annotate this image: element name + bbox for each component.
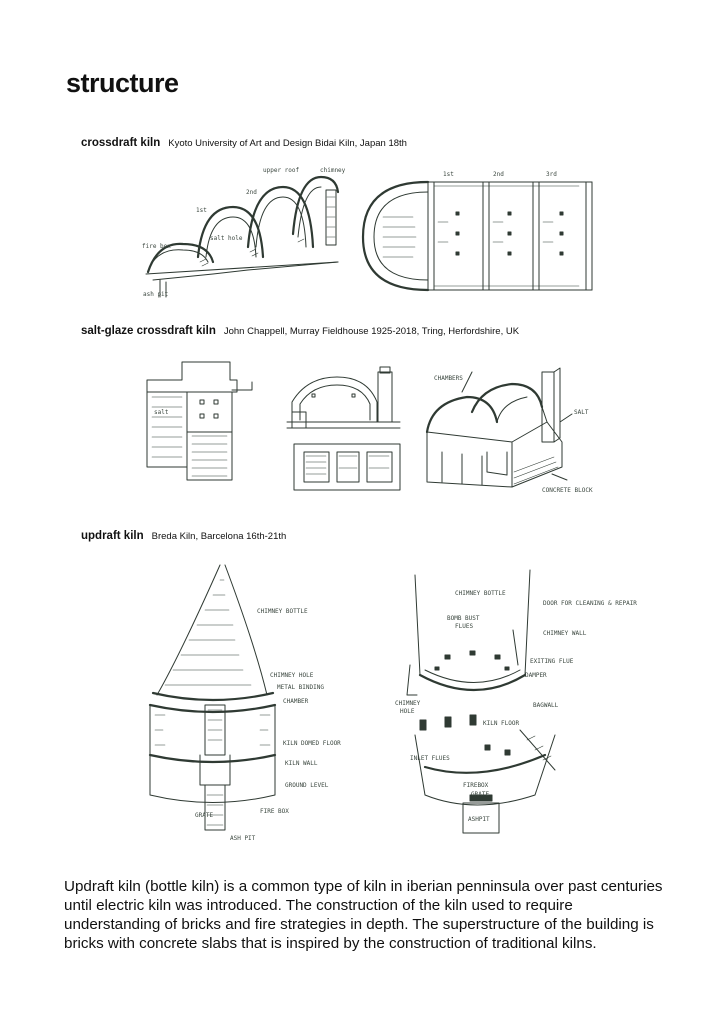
section-title: salt-glaze crossdraft kiln xyxy=(81,325,216,337)
svg-text:DAMPER: DAMPER xyxy=(525,672,547,679)
svg-text:DOOR FOR CLEANING & REPAIR: DOOR FOR CLEANING & REPAIR xyxy=(543,600,637,607)
svg-text:CHIMNEY: CHIMNEY xyxy=(395,700,421,707)
svg-text:SALT: SALT xyxy=(574,409,589,416)
section-caption: Breda Kiln, Barcelona 16th-21th xyxy=(151,531,287,542)
description-paragraph: Updraft kiln (bottle kiln) is a common type of kiln in iberian penninsula over past centuries until electric kiln was introduced. The construction of the kiln used to require understanding of bricks and fire strategies in depth. The superstructure of the building is bricks with concrete slabs that is inspired by the construction of traditional kilns. xyxy=(64,878,663,952)
svg-text:salt hole: salt hole xyxy=(210,235,243,242)
svg-text:fire box: fire box xyxy=(142,243,171,250)
section-updraft xyxy=(81,530,286,542)
svg-text:HOLE: HOLE xyxy=(400,708,415,715)
salt-glaze-plan-drawing xyxy=(147,362,252,480)
section-title: crossdraft kiln xyxy=(81,137,161,149)
updraft-bottle-drawing xyxy=(150,565,341,842)
salt-glaze-axonometric-drawing xyxy=(427,368,593,494)
svg-text:FLUES: FLUES xyxy=(455,623,474,630)
svg-text:upper roof: upper roof xyxy=(263,167,300,174)
svg-text:FIREBOX: FIREBOX xyxy=(463,782,489,789)
section-caption: John Chappell, Murray Fieldhouse 1925-2018, Tring, Herfordshire, UK xyxy=(223,326,520,337)
svg-text:CHIMNEY BOTTLE: CHIMNEY BOTTLE xyxy=(257,608,308,615)
salt-glaze-section-drawing xyxy=(287,367,400,490)
section-caption: Kyoto University of Art and Design Bidai Kiln, Japan 18th xyxy=(168,138,407,149)
section-crossdraft xyxy=(81,137,407,149)
svg-text:METAL BINDING: METAL BINDING xyxy=(277,684,324,691)
section-salt-glaze xyxy=(81,325,519,337)
svg-text:1st: 1st xyxy=(443,171,454,178)
section-title: updraft kiln xyxy=(81,530,144,542)
svg-text:2nd: 2nd xyxy=(246,189,257,196)
updraft-section-drawing xyxy=(395,570,637,833)
crossdraft-section-drawing xyxy=(142,167,346,298)
svg-text:salt: salt xyxy=(154,409,169,416)
svg-text:ASHPIT: ASHPIT xyxy=(468,816,490,823)
svg-text:ash pit: ash pit xyxy=(143,291,169,298)
svg-text:FIRE BOX: FIRE BOX xyxy=(260,808,289,815)
svg-text:KILN DOMED FLOOR: KILN DOMED FLOOR xyxy=(283,740,341,747)
svg-text:BOMB BUST: BOMB BUST xyxy=(447,615,480,622)
crossdraft-plan-drawing xyxy=(363,171,592,290)
svg-text:CHIMNEY BOTTLE: CHIMNEY BOTTLE xyxy=(455,590,506,597)
svg-text:GRATE: GRATE xyxy=(195,812,214,819)
crossdraft-kiln-sketch xyxy=(138,162,598,302)
svg-text:1st: 1st xyxy=(196,207,207,214)
svg-text:3rd: 3rd xyxy=(546,171,557,178)
svg-text:CHIMNEY WALL: CHIMNEY WALL xyxy=(543,630,587,637)
svg-text:KILN WALL: KILN WALL xyxy=(285,760,318,767)
svg-text:CONCRETE BLOCK: CONCRETE BLOCK xyxy=(542,487,593,494)
svg-text:CHIMNEY HOLE: CHIMNEY HOLE xyxy=(270,672,314,679)
svg-text:2nd: 2nd xyxy=(493,171,504,178)
updraft-kiln-sketch xyxy=(125,555,645,855)
svg-text:CHAMBERS: CHAMBERS xyxy=(434,375,463,382)
svg-text:chimney: chimney xyxy=(320,167,346,174)
svg-text:EXITING FLUE: EXITING FLUE xyxy=(530,658,574,665)
svg-text:GRATE: GRATE xyxy=(471,791,490,798)
salt-glaze-kiln-sketch xyxy=(142,352,612,497)
svg-text:CHAMBER: CHAMBER xyxy=(283,698,309,705)
svg-text:KILN FLOOR: KILN FLOOR xyxy=(483,720,520,727)
page-title: structure xyxy=(66,68,179,98)
svg-text:GROUND LEVEL: GROUND LEVEL xyxy=(285,782,329,789)
svg-text:INLET FLUES: INLET FLUES xyxy=(410,755,450,762)
svg-text:ASH PIT: ASH PIT xyxy=(230,835,256,842)
svg-text:BAGWALL: BAGWALL xyxy=(533,702,559,709)
